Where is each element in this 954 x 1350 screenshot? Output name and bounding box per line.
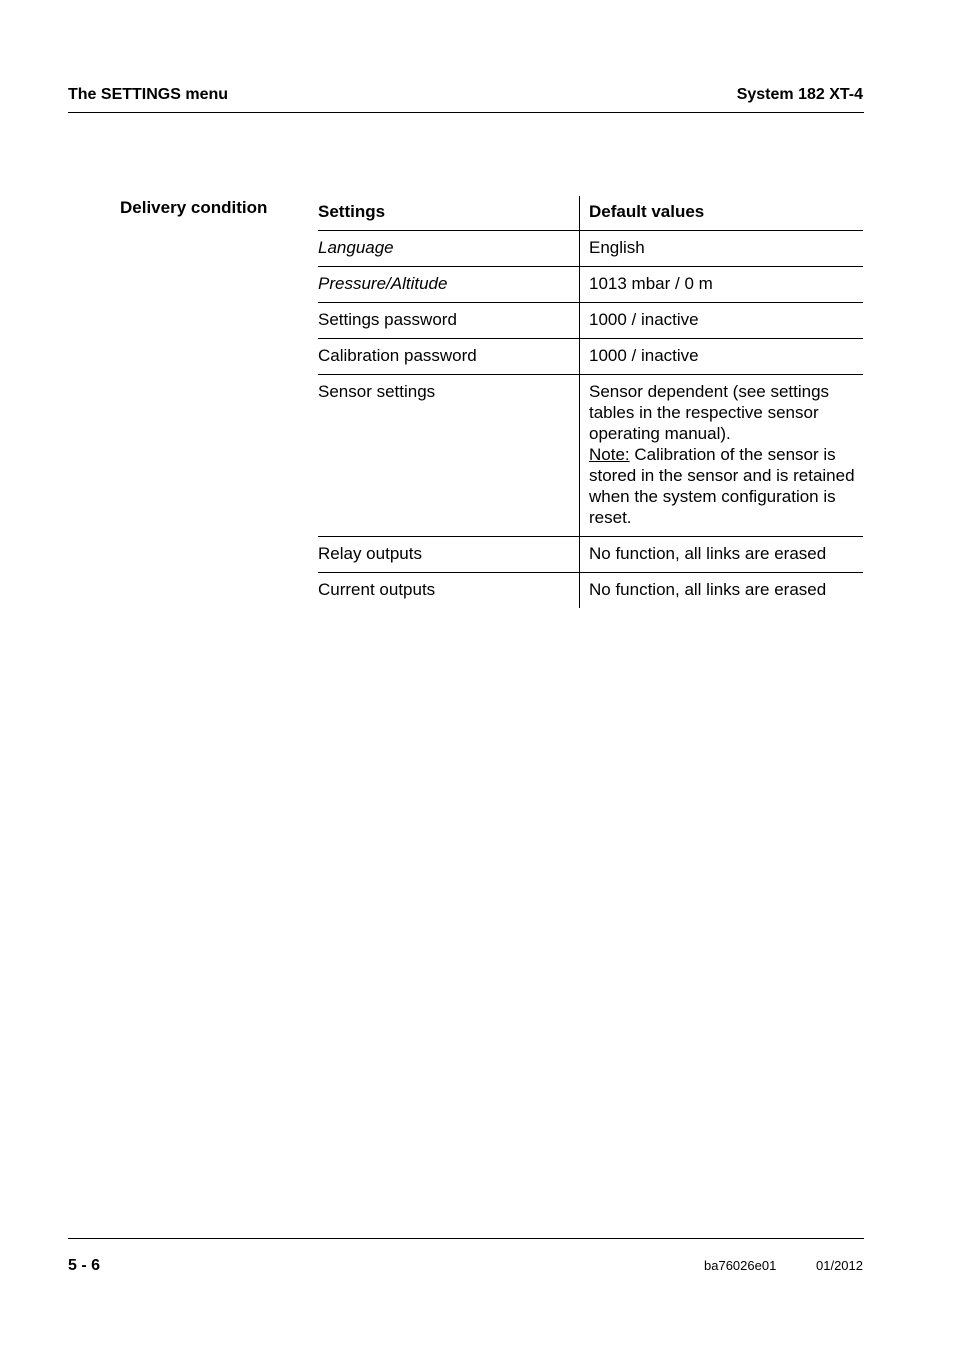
table-row	[318, 573, 863, 609]
table-row	[318, 339, 863, 375]
header-section-title: The SETTINGS menu	[68, 86, 229, 103]
setting-default: 1000 / inactive	[580, 339, 864, 375]
setting-default: 1000 / inactive	[580, 303, 864, 339]
setting-name: Current outputs	[318, 573, 580, 609]
setting-name: Calibration password	[318, 339, 580, 375]
column-header-default-values: Default values	[580, 196, 864, 231]
section-label: Delivery condition	[120, 198, 268, 217]
page-number: 5 - 6	[68, 1257, 101, 1274]
delivery-settings-table	[318, 196, 863, 608]
setting-default: 1013 mbar / 0 m	[580, 267, 864, 303]
setting-default: English	[580, 231, 864, 267]
setting-default	[580, 375, 864, 537]
table-header-row	[318, 196, 863, 231]
table-row	[318, 537, 863, 573]
document-date: 01/2012	[816, 1258, 863, 1273]
note-label: Note:	[589, 445, 630, 464]
setting-default: No function, all links are erased	[589, 580, 827, 599]
setting-name: Language	[318, 231, 580, 267]
setting-name: Relay outputs	[318, 537, 580, 573]
setting-default: No function, all links are erased	[580, 537, 864, 573]
setting-name: Pressure/Altitude	[318, 267, 580, 303]
document-id: ba76026e01	[704, 1258, 777, 1273]
table-row	[318, 267, 863, 303]
setting-name: Sensor settings	[318, 375, 580, 537]
column-header-settings: Settings	[318, 196, 580, 231]
table-row	[318, 231, 863, 267]
setting-default-text: Sensor dependent (see settings tables in the respective sensor operating manual).	[589, 382, 830, 443]
setting-name: Settings password	[318, 303, 580, 339]
table-row	[318, 375, 863, 537]
footer-divider	[68, 1238, 864, 1239]
note-text: Calibration of the sensor is stored in the sensor and is retained when the system configuration is reset.	[589, 445, 855, 527]
table-row	[318, 303, 863, 339]
header-product-name: System 182 XT-4	[736, 86, 863, 103]
header-divider	[68, 112, 864, 113]
